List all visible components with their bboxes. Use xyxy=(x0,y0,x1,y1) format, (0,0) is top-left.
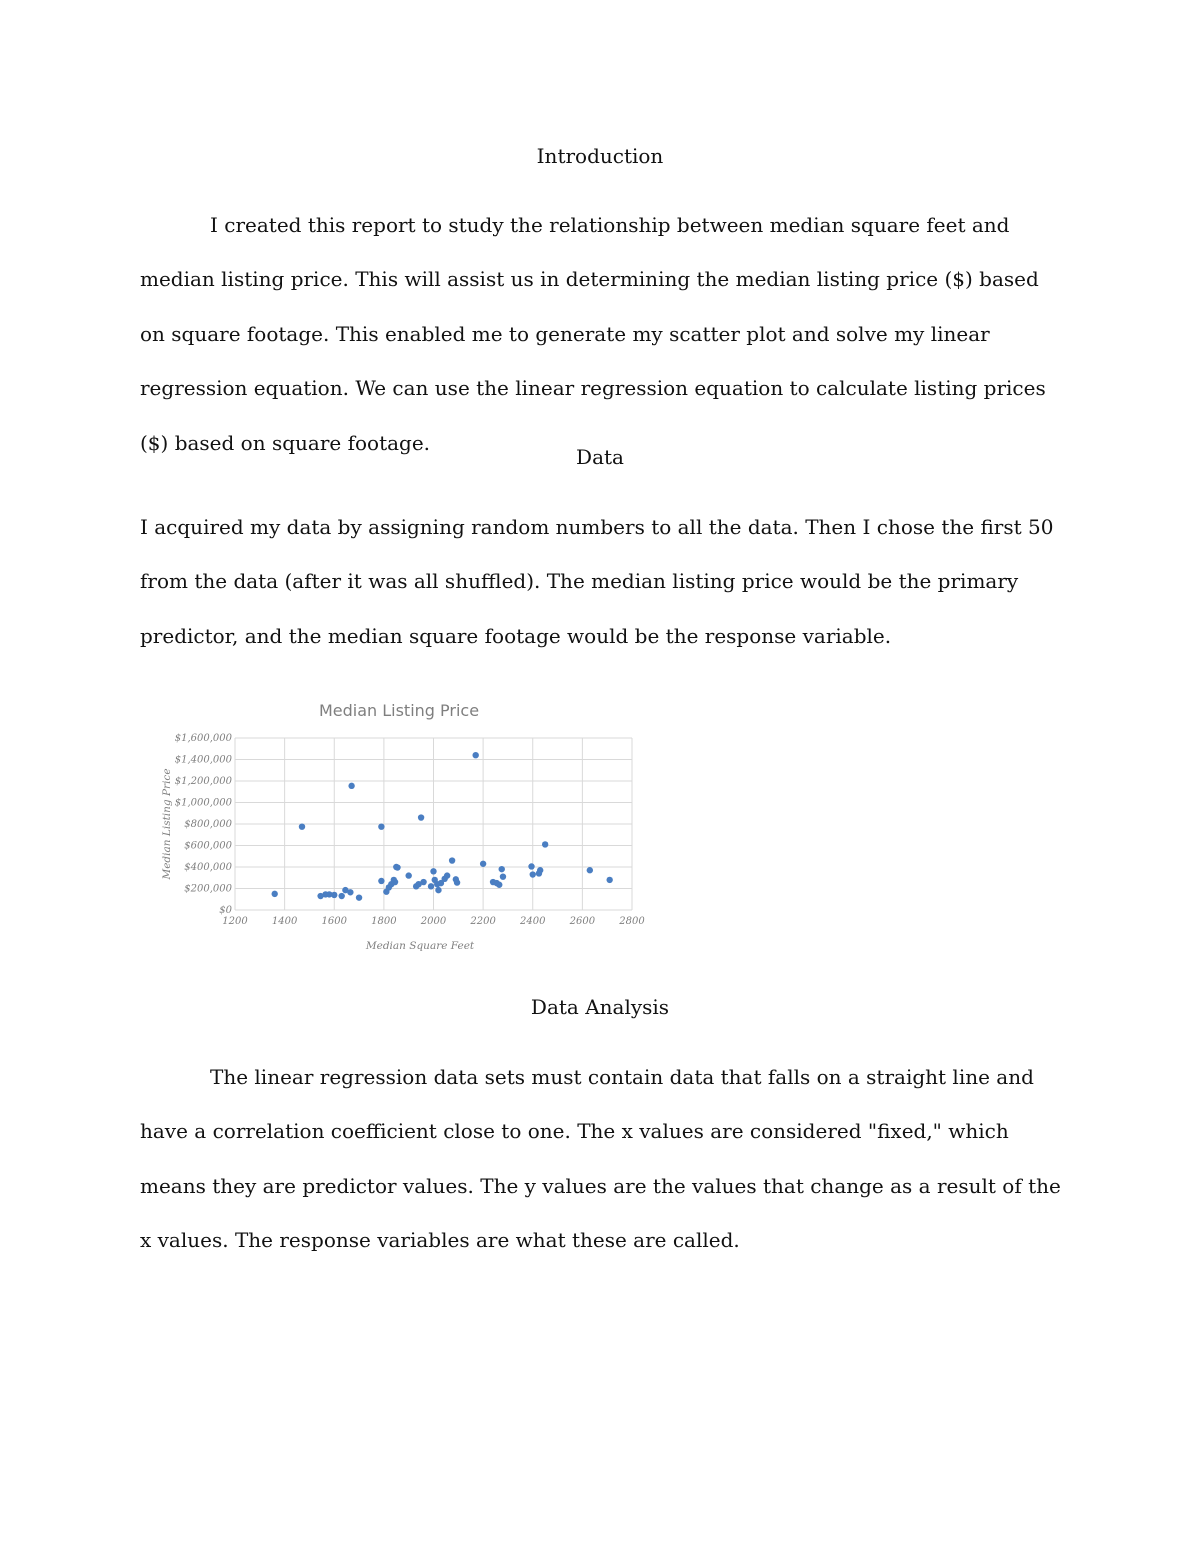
data-point xyxy=(606,877,612,883)
data-point xyxy=(405,872,411,878)
data-point xyxy=(347,889,353,895)
data-point xyxy=(331,892,337,898)
data-analysis-paragraph: The linear regression data sets must contain data that falls on a straight line and have a correlation coefficient close to one. The x values are considered "fixed," which means they are predictor values. The y values are the values that change as a result of the x values. The response variables are what these are called. xyxy=(140,1065,1061,1253)
x-tick-label: 2800 xyxy=(619,916,645,927)
data-point xyxy=(537,867,543,873)
x-tick-label: 1600 xyxy=(321,916,347,927)
data-point xyxy=(528,863,534,869)
data-point xyxy=(392,879,398,885)
y-tick-label: $1,600,000 xyxy=(174,733,232,744)
x-tick-label: 1800 xyxy=(371,916,397,927)
data-point xyxy=(542,841,548,847)
data-point xyxy=(299,823,305,829)
data-heading: Data xyxy=(576,445,624,469)
chart-title: Median Listing Price xyxy=(318,701,480,720)
x-tick-label: 2400 xyxy=(520,916,546,927)
x-tick-label: 1400 xyxy=(271,916,298,927)
y-tick-label: $1,200,000 xyxy=(174,776,232,787)
data-analysis-heading: Data Analysis xyxy=(530,995,670,1019)
data-point xyxy=(499,866,505,872)
introduction-heading: Introduction xyxy=(536,144,664,168)
y-tick-label: $0 xyxy=(219,905,232,916)
data-point xyxy=(454,879,460,885)
data-point xyxy=(472,752,478,758)
introduction-paragraph: I created this report to study the relationship between median square feet and median listing price. This will assist us in determining the median listing price ($) based on square footage. This enabled me to generate my scatter plot and solve my linear regression equation. We can use the linear regression equation to calculate listing prices ($) based on square footage. xyxy=(140,213,1046,455)
x-tick-label: 2000 xyxy=(420,916,447,927)
data-point xyxy=(500,873,506,879)
data-point xyxy=(428,883,434,889)
data-point xyxy=(420,879,426,885)
y-tick-label: $800,000 xyxy=(184,819,232,830)
y-tick-label: $200,000 xyxy=(184,883,232,895)
x-axis-ticks xyxy=(222,916,645,927)
data-point xyxy=(449,857,455,863)
data-point xyxy=(530,871,536,877)
data-point xyxy=(378,823,384,829)
y-tick-label: $1,000,000 xyxy=(174,797,232,809)
y-axis-ticks xyxy=(175,733,233,916)
x-axis-label: Median Square Feet xyxy=(365,940,475,952)
data-point xyxy=(496,882,502,888)
x-tick-label: 1200 xyxy=(222,916,248,927)
data-point xyxy=(418,814,424,820)
data-point xyxy=(338,893,344,899)
data-point xyxy=(430,868,436,874)
data-paragraph: I acquired my data by assigning random numbers to all the data. Then I chose the first 50 from the data (after it was all shuffled). The median listing price would be the primary predictor, and the median square footage would be the response variable. xyxy=(140,515,1054,648)
data-point xyxy=(394,864,400,870)
chart-gridlines xyxy=(235,738,632,910)
chart-points xyxy=(272,752,613,901)
data-point xyxy=(480,861,486,867)
data-point xyxy=(378,878,384,884)
data-point xyxy=(435,887,441,893)
x-tick-label: 2200 xyxy=(470,916,496,927)
median-listing-price-scatter-chart xyxy=(150,690,650,960)
data-point xyxy=(356,894,362,900)
data-point xyxy=(272,891,278,897)
y-tick-label: $600,000 xyxy=(184,840,232,852)
data-point xyxy=(444,872,450,878)
x-tick-label: 2600 xyxy=(569,916,596,927)
y-tick-label: $1,400,000 xyxy=(174,754,232,766)
y-axis-label: Median Listing Price xyxy=(161,768,173,880)
data-point xyxy=(587,867,593,873)
data-point xyxy=(348,783,354,789)
y-tick-label: $400,000 xyxy=(184,862,232,873)
